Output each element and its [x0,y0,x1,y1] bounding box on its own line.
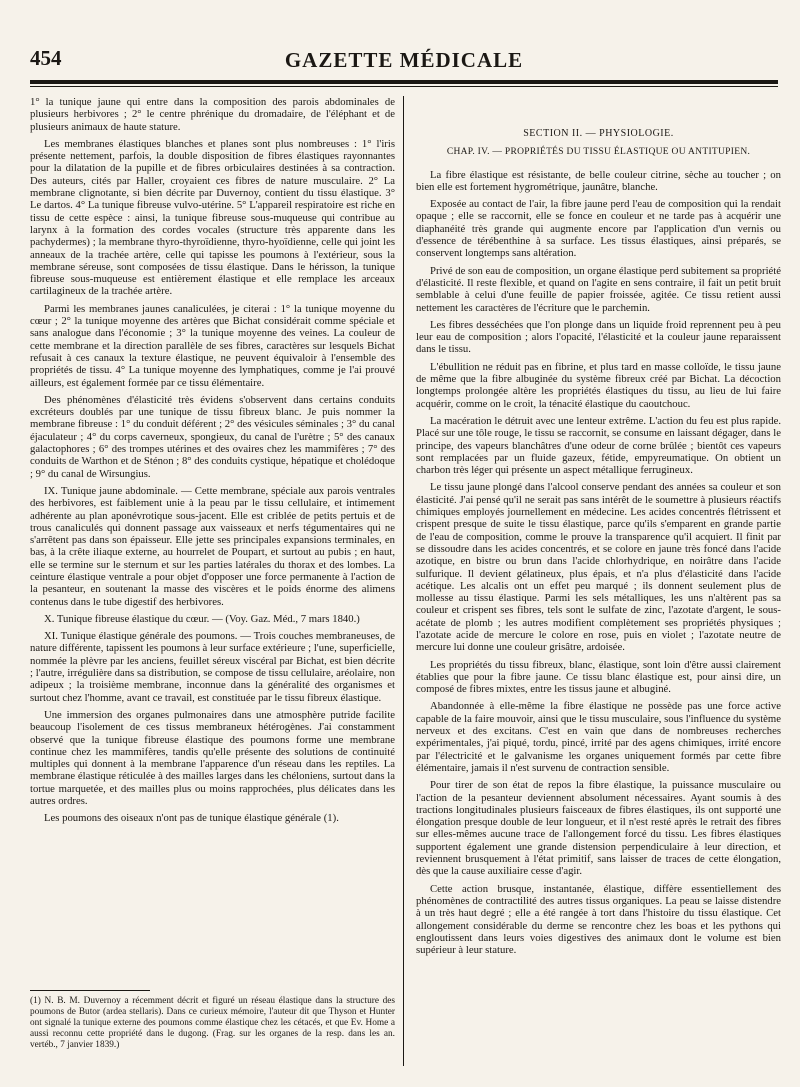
page-header [30,40,778,80]
paragraph-tunique-coeur: X. Tunique fibreuse élastique du cœur. — (Voy. Gaz. Méd., 7 mars 1840.) [44,612,360,625]
paragraph: Les fibres desséchées que l'on plonge dans un liquide froid reprennent peu à peu leur eau de composition ; alors l'opacité, l'élasticité et la couleur jaune reparaissent dans le tissu. [416,318,781,356]
paragraph: Les propriétés du tissu fibreux, blanc, élastique, sont loin d'être aussi clairement établies que pour la fibre jaune. Ce tissu blanc élastique est, pour ainsi dire, un composé de fibres mixtes, entre les tissus jaune et albuginé. [416,658,781,696]
section-title: SECTION II. — PHYSIOLOGIE. [523,128,674,139]
paragraph-tunique-jaune: IX. Tunique jaune abdominale. — Cette membrane, spéciale aux parois ventrales des herbivores, est faiblement unie à la peau par le tissu cellulaire, et intimement adhérente au plan aponévrotique sous-jacent. Elle est criblée de petits pertuis et de trous canaliculés qui donnent passage aux vaisseaux et nerfs tégumentaires qui ne s'arrêtent pas dans son épaisseur. Elle jette ses principales expansions terminales, en bas, à la crête iliaque externe, au hourrelet de Poupart, et surtout au pubis ; en haut, elle se termine sur le sternum et sur les parties latérales du thorax et des lombes. La ceinture élastique ventrale a pour objet d'opposer une force permanente à l'action de la pesanteur, en soutenant la masse des viscères et le poids énorme des alimens contenus dans le tube digestif des herbivores. [30,484,395,608]
column-divider [403,96,404,1066]
paragraph: Exposée au contact de l'air, la fibre jaune perd l'eau de composition qui la rendait opaque ; elle se raccornit, elle se fonce en couleur et ne tarde pas à acquérir une diaphanéité très grande qui augmente encore par l'application d'un vernis ou d'essence de térébenthine à sa surface. Les tissus élastiques, ainsi préparés, se conservent longtemps sans altération. [416,198,781,260]
paragraph: Pour tirer de son état de repos la fibre élastique, la puissance musculaire ou l'action de la pesanteur deviennent absolument nécessaires. Ayant soumis à des tractions longitudinales plusieurs faisceaux de fibres élastiques, ils ont supporté une élongation presque double de leur longueur, et il n'est resté après le retrait des fibres sur elles-mêmes aucune trace de l'allongement forcé du tissu. Les fibres élastiques supportent également une grande distension perpendiculaire à leur direction, et reviennent brusquement à l'état primitif, sans laisser de traces de cette élongation, dès que la cause auxiliaire cesse d'agir. [416,779,781,878]
footnote: (1) N. B. M. Duvernoy a récemment décrit et figuré un réseau élastique dans la structure des poumons de Butor (ardea stellaris). Dans ce curieux mémoire, l'auteur dit que Thyson et Hunter ont signalé la tunique externe des poumons comme élastique chez les cétacés, et que Ev. Home a aussi reconnu cette propriété dans le dugong. (Frag. sur les organes de la resp. dans les an. vertéb., 7 janvier 1839.) [30,996,395,1050]
header-rule-thick [30,80,778,84]
footnote-rule [30,990,150,991]
chapter-title: CHAP. IV. — PROPRIÉTÉS DU TISSU ÉLASTIQUE OU ANTITUPIEN. [446,147,751,158]
left-column [30,96,395,986]
paragraph: Cette action brusque, instantanée, élastique, diffère essentiellement des phénomènes de contractilité des autres tissus organiques. La peau se laisse distendre à un très haut degré ; elle a été rangée à tort dans l'histoire du tissu élastique. Cet allongement considérable du derme se rencontre chez les boas et les pythons qui engloutissent dans leurs voies digestives des animaux dont le volume est bien supérieur à leur stature. [416,882,781,957]
paragraph: Le tissu jaune plongé dans l'alcool conserve pendant des années sa couleur et son élasticité. J'ai pensé qu'il ne serait pas sans intérêt de le soumettre à plusieurs réactifs chimiques employés journellement en médecine. Les acides concentrés flétrissent et crispent presque de suite le tissu élastique, parce qu'ils s'emparent en grande partie de l'eau de composition, comme le prouve la transparence qu'il acquiert. Il finit par se dissoudre dans les acides concentrés, et se colore en jaune très foncé dans l'acide azotique, en bistre ou brun dans l'acide chlorhydrique, en noirâtre dans l'acide sulfurique. Il devient gélatineux, plus épais, et n'a plus d'élasticité dans l'acide acétique. Les alcalis ont un effet peu marqué ; ils donnent seulement plus de mollesse au tissu élastique. Parmi les sels métalliques, les uns n'altèrent pas sa couleur et crispent ses fibres, tels sont le sulfate de zinc, l'azotate d'argent, le sous-acétate de plomb ; les autres modifient complètement ses propriétés physiques ; l'azotate acide de mercure le colore en rose, puis en violet ; l'azotate neutre de mercure lui donne une couleur grisâtre, ardoisée. [416,481,781,654]
paragraph: Privé de son eau de composition, un organe élastique perd subitement sa propriété d'élasticité. Il reste flexible, et quand on l'agite en sens contraire, il fait un petit bruit semblable à celui d'une feuille de papier froissée, agitée. Ce tissu retient aussi nettement les caractères de l'écriture que le parchemin. [416,264,781,314]
paragraph: La macération le détruit avec une lenteur extrême. L'action du feu est plus rapide. Placé sur une tôle rouge, le tissu se raccornit, se consume en laissant dégager, dans le principe, des vapeurs blanchâtres d'une odeur de corne brûlée ; bientôt ces vapeurs sont remplacées par un fluide gazeux, fétide, empyreumatique. On obtient un charbon très léger qui présente un aspect métallique ferrugineux. [416,414,781,477]
header-rule-thin [30,86,778,87]
paragraph: Abandonnée à elle-même la fibre élastique ne possède pas une force active capable de la faire mouvoir, ainsi que le tissu musculaire, sous l'influence du système nerveux et des excitans. C'est en vain que dans de nombreuses recherches expérimentales, j'ai piqué, tordu, pincé, irrité par des agens chimiques, irrité encore par l'électricité et le galvanisme les organes uniquement formés par cette fibre élémentaire, jamais il n'est survenu de contraction sensible. [416,700,781,774]
journal-title: GAZETTE MÉDICALE [284,48,524,72]
paragraph: Des phénomènes d'élasticité très évidens s'observent dans certains conduits excréteurs doublés par une tunique de tissu fibreux blanc. Je puis nommer la membrane fibreuse : 1° du conduit déférent ; 2° des vésicules séminales ; 3° du canal éjaculateur ; 4° du corps caverneux, spongieux, du canal de l'urètre ; 5° des canaux galactophores ; 6° des trompes utérines et des ovaires chez les mammifères ; 7° des conduits de Warthon et de Sténon ; 8° des conduits cystique, hépatique et cholédoque ; 9° du canal de Wirsungius. [30,393,395,480]
paragraph: L'ébullition ne réduit pas en fibrine, et plus tard en masse colloïde, le tissu jaune de même que la fibre albuginée du système fibreux créé par Bichat. La décoction longtemps prolongée altère les propriétés élastiques du tissu, au lieu de lui faire acquérir, comme on le croit, la ténacité élastique du caoutchouc. [416,360,781,410]
paragraph: Les poumons des oiseaux n'ont pas de tunique élastique générale (1). [44,812,339,825]
paragraph: La fibre élastique est résistante, de belle couleur citrine, sèche au toucher ; on bien elle est fortement hygrométrique, jaunâtre, blanche. [416,168,781,193]
page-number: 454 [30,46,62,70]
paragraph: 1° la tunique jaune qui entre dans la composition des parois abdominales de plusieurs herbivores ; 2° le centre phrénique du dromadaire, de l'éléphant et de plusieurs animaux de haute stature. [30,96,395,133]
paragraph: Les membranes élastiques blanches et planes sont plus nombreuses : 1° l'iris présente nettement, parfois, la double disposition de fibres élastiques rayonnantes pour la dilatation de la pupille et de fibres orbiculaires destinées à sa contraction. Des auteurs, cités par Haller, croyaient ces fibres de nature musculaire. 2° La membrane clignotante, si bien décrite par Duvernoy, contient du tissu élastique. 3° Le dartos. 4° La tunique fibreuse vulvo-utérine. 5° L'appareil respiratoire est riche en tissu de cette espèce : ainsi, la tunique fibreuse sous-muqueuse qui contribue au larynx à la formation des cordes vocales (structure très apparente dans les pachydermes) ; la membrane thyro-thyroïdienne, thyro-hyoïdienne, celle qui joint les anneaux de la trachée artère, celle qui tapisse les poumons à l'extérieur, sous la membrane séreuse, sont composées de tissu élastique. Dans le hérisson, la tunique fibreuse sous-muqueuse est entièrement élastique et elle remplace les arceaux cartilagineux de la trachée artère. [30,137,395,298]
right-column [416,96,781,1066]
paragraph: Une immersion des organes pulmonaires dans une atmosphère putride facilite beaucoup l'isolement de ces tissus membraneux hétérogènes. J'ai constamment observé que la tunique fibreuse élastique des poumons forme une membrane continue chez les mammifères, tandis qu'elle présente des solutions de continuité multiples qui donnent à la membrane l'apparence d'un réseau dans les reptiles. La membrane élastique réticulée à des mailles larges dans les chéloniens, surtout dans la tortue marquetée, et des mailles plus ou moins rapprochées, plus délicates dans les autres ordres. [30,708,395,808]
paragraph-tunique-poumons: XI. Tunique élastique générale des poumons. — Trois couches membraneuses, de nature différente, tapissent les poumons à leur surface extérieure ; l'une, superficielle, nommée la plèvre par les anciens, feuillet séreux viscéral par Bichat, est bien décrite ; l'autre, irrégulière dans sa distribution, se compose de tissu cellulaire, aréolaire, non adipeux ; la troisième membrane, inconnue dans la généralité des organismes et surtout chez l'homme, avant ce travail, est constituée par le tissu fibreux élastique. [30,630,395,704]
paragraph: Parmi les membranes jaunes canaliculées, je citerai : 1° la tunique moyenne du cœur ; 2° la tunique moyenne des artères que Bichat considérait comme spéciale et sans analogue dans l'économie ; 3° la tunique moyenne des veines. La couleur de cette membrane et la direction parallèle de ses fibres, caractères sur lesquels Bichat refusait à ces canaux la texture élastique, ne peuvent équivaloir à l'ensemble des propriétés de tissu. 4° La tunique moyenne des lymphatiques, comme je l'ai prouvé ailleurs, est également formée par ce tissu élémentaire. [30,302,395,389]
